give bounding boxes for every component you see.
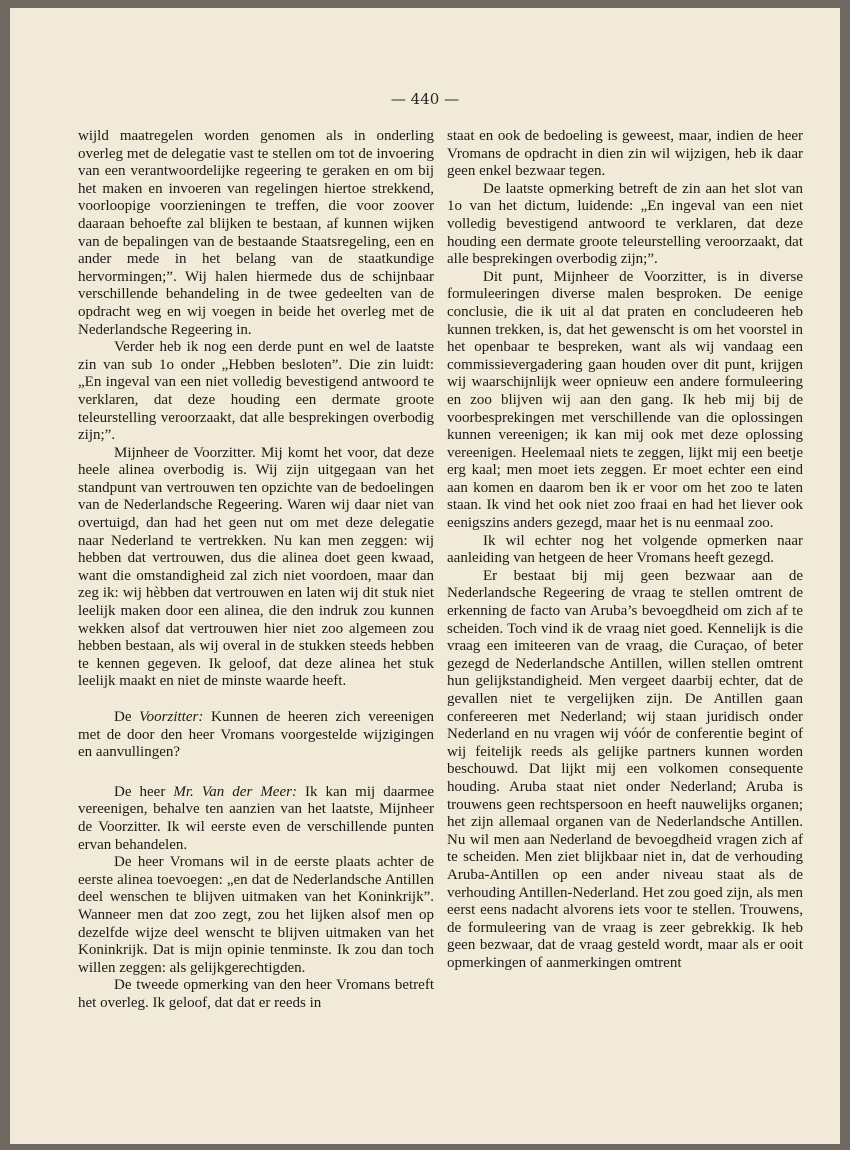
right-column — [447, 128, 803, 973]
paragraph: Mijnheer de Voorzitter. Mij komt het voor, dat deze heele alinea overbodig is. Wij zijn uitgegaan van het standpunt van vertrouwen ten opzichte van de bedoelingen van de Nederlandsche Regeering. Waren wij daar niet van overtuigd, dan had het geen nut om met deze delegatie naar Nederland te vertrekken. Nu kan men zeggen: wij hebben dat vertrouwen, dus die alinea doet geen kwaad, want die omstandigheid zal zich niet voordoen, maar dan zeg ik: wij hèbben dat vertrouwen en laten wij dit stuk niet leelijk maken door een alinea, die den indruk zou kunnen wekken alsof dat vertrouwen hier niet zoo algemeen zou hebben bestaan, als wij overal in de stukken steeds hebben te kennen gegeven. Ik geloof, dat deze alinea het stuk leelijk maakt en niet de minste waarde heeft. — [78, 444, 434, 690]
paragraph: De tweede opmerking van den heer Vromans betreft het overleg. Ik geloof, dat dat er reeds in — [78, 977, 434, 1011]
paragraph: Ik wil echter nog het volgende opmerken naar aanleiding van hetgeen de heer Vromans heeft gezegd. — [447, 532, 803, 567]
speaker-prefix: De — [114, 709, 140, 725]
paragraph: wijld maatregelen worden genomen als in onderling overleg met de delegatie vast te stellen om tot de invoering van een verantwoordelijke regeering te geraken en om bij het maken en invoeren van regelingen hiertoe strekkend, voorloopige voorzieningen te treffen, die voor zoover daaraan behoefte zal blijken te bestaan, af kunnen wijken van de bepalingen van de bestaande Staatsregeling, een en ander mede in het belang van de staatkundige hervormingen;”. Wij halen hiermede dus de schijnbaar verschillende behandeling in de twee gedeelten van de opdracht weg en wij voegen in beide het overleg met de Nederlandsche Regeering in. — [78, 128, 434, 338]
paragraph: Verder heb ik nog een derde punt en wel de laatste zin van sub 1o onder „Hebben besloten”. Die zin luidt: „En ingeval van een niet volledig bevestigend antwoord te verklaren, dat deze houding een dermate groote teleurstelling veroorzaakt, dat alle besprekingen overbodig zijn;”. — [78, 339, 434, 444]
speech-text: Ik kan mij daarmee vereenigen, behalve ten aanzien van het laatste, Mijnheer de Voorzitter. Ik wil eerste even de verschillende punten ervan behandelen. — [78, 783, 434, 853]
paragraph: staat en ook de bedoeling is geweest, maar, indien de heer Vromans de opdracht in dien zin wil wijzigen, heb ik daar geen enkel bezwaar tegen. — [447, 128, 803, 180]
speaker-name: Mr. Van der Meer: — [173, 783, 297, 800]
speaker-prefix: De heer — [114, 783, 174, 800]
left-column — [78, 128, 434, 1013]
paragraph: De laatste opmerking betreft de zin aan het slot van 1o van het dictum, luidende: „En ingeval van een niet volledig bevestigend antwoord te verklaren, dat deze houding een dermate groote teleurstelling veroorzaakt, dat alle besprekingen overbodig zijn;”. — [447, 180, 803, 268]
paragraph: De heer Vromans wil in de eerste plaats achter de eerste alinea toevoegen: „en dat de Nederlandsche Antillen deel wenschen te blijven uitmaken van het Koninkrijk”. Wanneer men dat zoo zegt, zou het lijken alsof men op dezelfde wijze deel wenscht te blijven uitmaken van het Koninkrijk. Dat is mijn opinie tenminste. Ik zou dan toch willen zeggen: als gelijkgerechtigden. — [78, 854, 434, 976]
paragraph-voorzitter — [78, 709, 434, 762]
paragraph: Er bestaat bij mij geen bezwaar aan de Nederlandsche Regeering de vraag te stellen omtrent de erkenning de facto van Aruba’s bevoegdheid om zich af te scheiden. Toch vind ik de vraag niet goed. Kennelijk is die vraag een imiteeren van de vraag, die Curaçao, of beter gezegd de Nederlandsche Antillen, willen stellen omtrent hun gelijkstandigheid. Men vergeet daarbij echter, dat de gevallen niet te vergelijken zijn. De Antillen gaan confereeren met Nederland; wij staan juridisch onder Nederland en nu vragen wij vóór de conferentie begint of wij feitelijk reeds als gelijke partners kunnen worden beschouwd. Dat lijkt mij een volkomen consequente houding. Aruba staat niet onder Nederland; Aruba is trouwens geen rechtspersoon en heeft nauwelijks organen; het zijn allemaal organen van de Nederlandsche Antillen. Nu wil men aan Nederland de bevoegdheid vragen zich af te scheiden. Men ziet blijkbaar niet in, dat de verhouding Aruba-Antillen op een ander niveau staat als de verhouding Antillen-Nederland. Het zou goed zijn, als men eerst eens nadacht alvorens iets voor te stellen. Trouwens, de formuleering van de vraag is zeer gebrekkig. Ik heb geen bezwaar, dat de vraag gesteld wordt, maar als er ooit opmerkingen of aanmerkingen omtrent — [447, 567, 803, 971]
speech-text: Kunnen de heeren zich vereenigen met de door den heer Vromans voorgestelde wijzigingen en aanvullingen? — [78, 709, 434, 761]
speaker-name: Voorzitter: — [139, 709, 204, 725]
paragraph: Dit punt, Mijnheer de Voorzitter, is in diverse formuleeringen diverse malen besproken. De eenige conclusie, die ik uit al dat praten en concludeeren heb kunnen trekken, is, dat het gewenscht is om het voorstel in het openbaar te bespreken, want als wij vandaag een commissievergadering gaan houden over dit punt, krijgen wij waarschijnlijk weer opnieuw een andere formuleering en zoo blijven wij aan den gang. Ik heb mij bij de voorbesprekingen met verschillende van die oplossingen kunnen vereenigen; ik kan mij ook met deze oplossing vereenigen. Heelemaal niets te zeggen, lijkt mij een beetje erg kaal; men moet iets zeggen. Er moet echter een eind aan komen en daarom ben ik er voor om het zoo te laten staan. Ik vind het ook niet zoo fraai en had het liever ook eenigszins anders gezegd, maar het is nu eenmaal zoo. — [447, 268, 803, 532]
page-number: — 440 — — [390, 90, 460, 108]
document-page — [10, 8, 840, 1144]
paragraph-van-der-meer — [78, 784, 434, 854]
